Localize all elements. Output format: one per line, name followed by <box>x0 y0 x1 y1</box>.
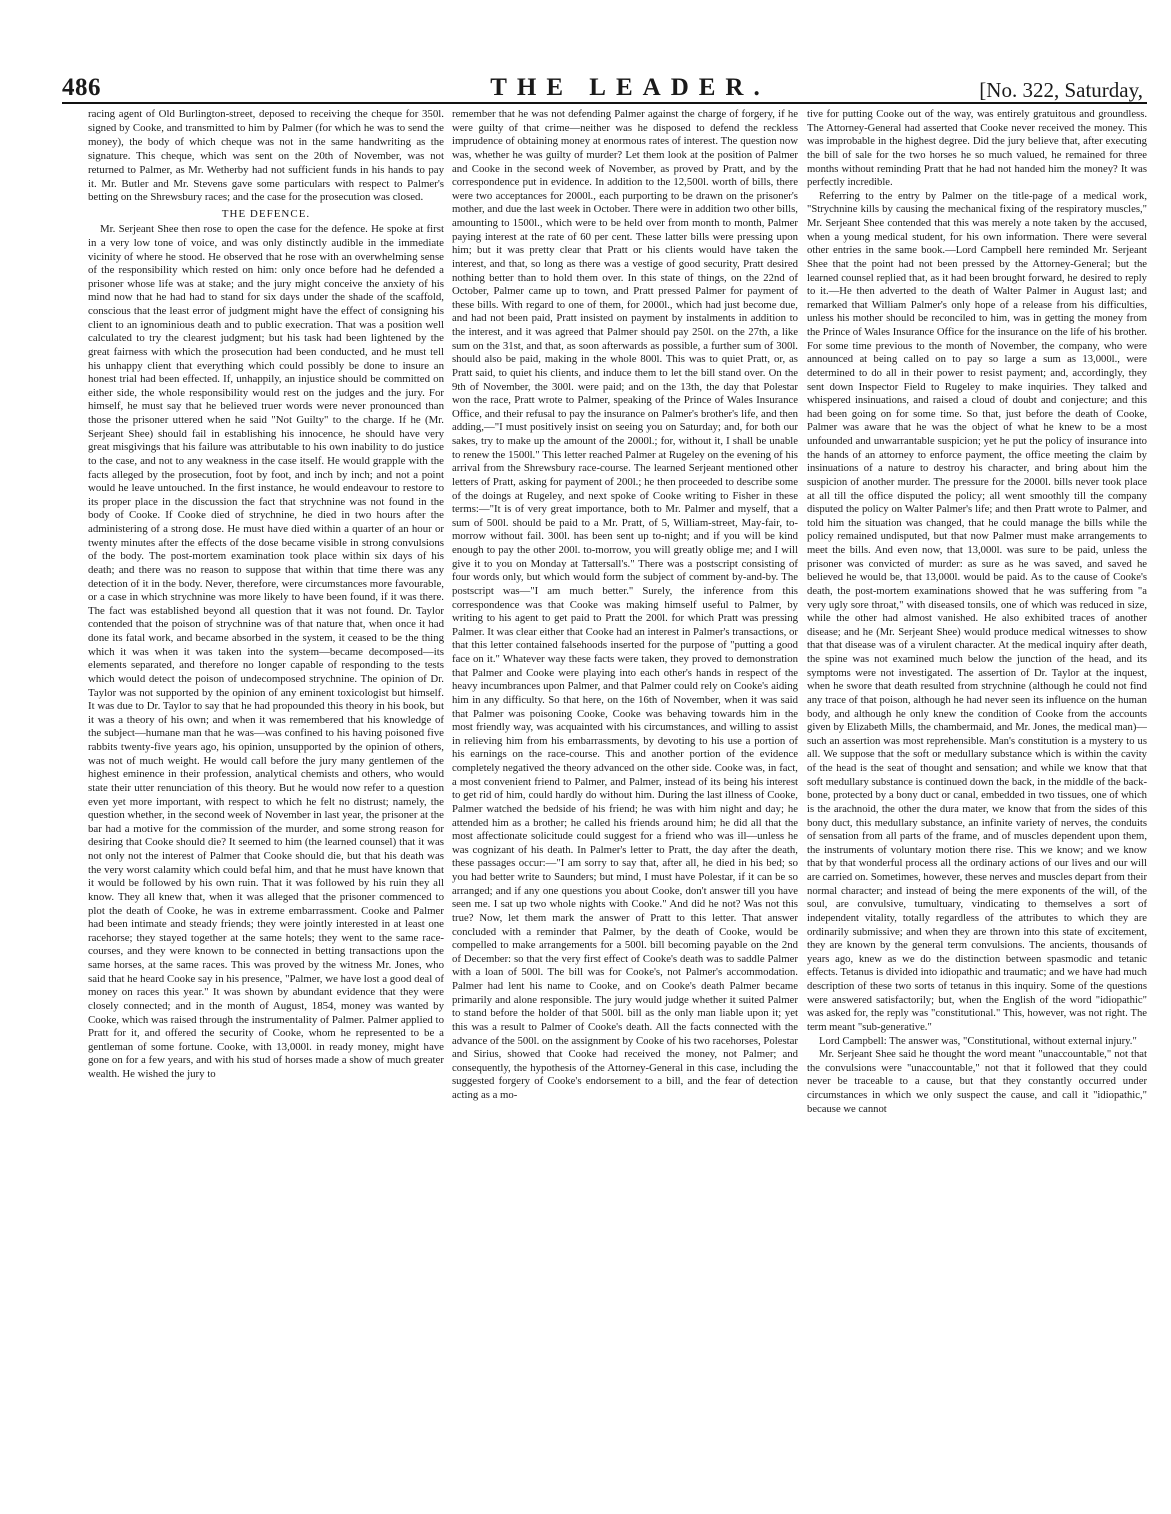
medical-evidence-paragraph: Referring to the entry by Palmer on the title-page of a medical work, "Strychnine kills by causing the mechanical fixing of the respiratory muscles," Mr. Serjeant Shee contended that this was merely a note taken by the accused, when a young medical student, for his own information. There were several other entries in the same book.—Lord Campbell here reminded Mr. Serjeant Shee that the point had not been pressed by the Attorney-General; but the learned counsel replied that, as it had been brought forward, he desired to reply to it.—He then adverted to the death of Walter Palmer in August last; and remarked that William Palmer's only hope of a release from his difficulties, unless his mother should be reconciled to him, was in getting the money from the Prince of Wales Insurance Office for the insurance on the life of his brother. For some time previous to the month of November, the company, who were announced at being called on to pay so large a sum as 13,000l., were determined to do all in their power to resist payment; and, accordingly, they sent down Inspector Field to Rugeley to make inquiries. They talked and whispered insinuations, and raised a cloud of doubt and conjecture; and this had been going on for some time. So that, just before the death of Cooke, Palmer was aware that he was the object of what he knew to be a most unfounded and unwarrantable suspicion; yet he put the policy of insurance into the hands of an attorney to enforce payment, the office meeting the claim by insinuations of a nature to destroy his character, and bring about him the suspicion of another murder. The pressure for the 2000l. bills never took place at all till the office disputed the policy; all went smoothly till the company disputed the policy on Walter Palmer's life; and then Pratt wrote to Palmer, and told him the situation was changed, that he could manage the bills while the policy remained undisputed, but that now Palmer must make arrangements to meet the bills. And even now, that 13,000l. was sure to be paid, unless the prisoner was convicted of murder: as sure as he was saved, and saved he believed he would be, that 13,000l. would be paid. As to the cause of Cooke's death, the post-mortem examinations showed that he was suffering from "a very ugly sore throat," with diseased tonsils, one of which was reduced in size, while the other had almost vanished. He also exhibited traces of another disease; and he (Mr. Serjeant Shee) would produce medical witnesses to show that that disease was of a virulent character. At the medical inquiry after death, the spine was not examined much below the junction of the head, and its symptoms were not investigated. The assertion of Dr. Taylor at the inquest, when he swore that death resulted from strychnine (although he could not find any trace of that poison, although he had never seen its influence on the human body, and although he only knew the condition of Cooke from the accounts given by Elizabeth Mills, the chambermaid, and Mr. Jones, the medical man)—such an assertion was most reprehensible. Man's constitution is a mystery to us all. We suppose that the soft or medullary substance which is within the cavity of the head is the seat of thought and sensation; and while we know that that soft medullary substance is continued down the back, in the middle of the back-bone, protected by a bony duct or canal, embedded in two tissues, one of which is the arachnoid, the other the dura mater, we know that from the sides of this bony duct, this medullary substance, an infinite variety of nerves, the conduits of sensation from all parts of the frame, and of muscles dependent upon them, the instruments of voluntary motion there rise. This we know; and we know that by that wonderful process all the ordinary actions of our lives and our will are carried on. Sometimes, however, these nerves and muscles depart from their normal character; and instead of being the mere exponents of the will, of the soul, are convulsive, tumultuary, vindicating to themselves a sort of independent vitality, totally regardless of the attributes to which they are ordinarily submissive; and when they are thrown into this state of excitement, they are known by the general term convulsions. The ancients, thousands of years ago, knew as we do the distinction between spasmodic and tetanic effects. Tetanus is divided into idiopathic and traumatic; and we have had much description of these two sorts of tetanus in this inquiry. Some of the questions were answered satisfactorily; but, when the English of the word "idiopathic" was asked for, the reply was "constitutional." This, however, was not right. The term meant "sub-generative." <box>807 190 1147 1033</box>
lord-campbell-remark: Lord Campbell: The answer was, "Constitutional, without external injury." <box>819 1035 1137 1047</box>
masthead <box>0 70 1171 106</box>
page-number: 486 <box>62 74 101 101</box>
column-1 <box>88 108 444 1506</box>
idiopathic-paragraph: Mr. Serjeant Shee said he thought the word meant "unaccountable," not that the convulsions were "unaccountable," not that it followed that they could never be traceable to a cause, but that they constantly occurred under circumstances in which we only suspect the cause, and call it "idiopathic," because we cannot <box>807 1049 1147 1115</box>
motive-paragraph: tive for putting Cooke out of the way, was entirely gratuitous and groundless. The Attorney-General had asserted that Cooke never received the money. This was improbable in the highest degree. Did the jury believe that, after executing the bill of sale for the two horses he so much valued, he remained for three months without reminding Pratt that he had not handed him the money? It was perfectly incredible. <box>807 109 1147 189</box>
issue-info: [No. 322, Saturday, <box>979 78 1143 102</box>
header-rule <box>62 102 1147 104</box>
prosecution-close-paragraph: racing agent of Old Burlington-street, deposed to receiving the cheque for 350l. signed by Cooke, and transmitted to him by Palmer (for which he was to send the money), the body of which cheque was not in the same handwriting as the signature. This cheque, which was sent on the 20th of November, was not returned to Palmer, as Mr. Wetherby had not sufficient funds in his hands to pay it. Mr. Butler and Mr. Stevens gave some particulars with respect to Palmer's betting on the Shrewsbury races; and the case for the prosecution was closed. <box>88 108 444 204</box>
section-heading-defence: THE DEFENCE. <box>221 208 311 221</box>
defence-continued-paragraph: remember that he was not defending Palmer against the charge of forgery, if he were guilty of that crime—neither was he disposed to defend the reckless imprudence of obtaining money at enormous rates of interest. The question now was, whether he was guilty of murder? Let them look at the position of Palmer and Cooke in the second week of November, as proved by Pratt, and by the correspondence put in evidence. In addition to the 12,500l. worth of bills, there were two acceptances for 2000l., each purporting to be drawn on the prisoner's mother, and due the last week in October. There were in addition two other bills, amounting to 1500l., which were to be held over from month to month, Palmer paying interest at the rate of 60 per cent. These latter bills were pressing upon him; but it was pretty clear that Pratt or his clients would have taken the interest, and that, so long as there was a vestige of good security, Pratt desired nothing better than to hold them over. In this state of things, on the 22nd of October, Palmer came up to town, and Pratt pressed Palmer for payment of these bills. With regard to one of them, for 2000l., which had just become due, and had not been paid, Pratt insisted on payment by instalments in addition to the interest, and it was agreed that Palmer should pay 250l. on the 27th, a like sum on the 31st, and that, as soon afterwards as possible, a further sum of 300l. should also be paid, making in the whole 800l. This was to quiet Pratt, or, as Pratt said, to quiet his clients, and induce them to let the bill stand over. On the 9th of November, the 300l. were paid; and on the 13th, the day that Polestar won the race, Pratt wrote to Palmer, speaking of the Prince of Wales Insurance Office, and their refusal to pay the insurance on Palmer's brother's life, and then adding,—"I must positively insist on seeing you on Saturday; and, for both our sakes, try to make up the amount of the 2000l.; for, without it, I shall be unable to renew the 1500l." This letter reached Palmer at Rugeley on the evening of his arrival from the Shrewsbury race-course. The learned Serjeant mentioned other letters of Pratt, asking for payment of 200l.; he then proceeded to describe some of the doings at Rugeley, and next spoke of Cooke writing to Fisher in these terms:—"It is of very great importance, both to Mr. Palmer and myself, that a sum of 500l. should be paid to a Mr. Pratt, of 5, William-street, May-fair, to-morrow without fail. 300l. has been sent up to-night; and if you will be kind enough to pay the other 200l. to-morrow, you will greatly oblige me; and I will give it to you on Monday at Tattersall's." There was a postscript consisting of four words only, but which would form the subject of comment by-and-by. The postscript was—"I am much better." Surely, the inference from this correspondence was that Cooke was making himself useful to Palmer, by writing to his agent to get paid to Pratt the 200l. for which Pratt was pressing Palmer. It was clear either that Cooke had an interest in Palmer's transactions, or that this letter contained falsehoods inserted for the purpose of "putting a good face on it." Whatever way these facts were taken, they proved to demonstration that Palmer and Cooke were playing into each other's hands in respect of the heavy incumbrances upon Palmer, and that Palmer could rely on Cooke's aiding him in any difficulty. So that here, on the 16th of November, when it was said that Palmer was poisoning Cooke, Cooke was behaving towards him in the most friendly way, was acquainted with his circumstances, and willing to assist in relieving him from his embarrassments, by devoting to his use a portion of his earnings on the race-course. This and another portion of the evidence completely negatived the theory advanced on the other side. Cooke was, in fact, a most convenient friend to Palmer, and Palmer, instead of its being his interest to get rid of him, could hardly do without him. During the last illness of Cooke, Palmer watched the bedside of his friend; he was with him night and day; he attended him as a brother; he called his friends around him; he did all that the most affectionate solicitude could suggest for a friend who was ill—unless he was cognizant of his death. In Palmer's letter to Pratt, the day after the death, these passages occur:—"I am sorry to say that, after all, he died in his bed; so you had better write to Saunders; but mind, I must have Polestar, if it can be so arranged; and if any one questions you about Cooke, don't answer till you have seen me. I sat up two whole nights with Cooke." And did he not? Was not this true? Now, let them mark the answer of Pratt to this letter. That answer concluded with a reminder that Palmer, by the death of Cooke, would be compelled to make arrangements for a 500l. bill becoming payable on the 2nd of December: so that the very first effect of Cooke's death was to saddle Palmer with a loan of 500l. The bill was for Cooke's, not Palmer's accommodation. Palmer had lent his name to Cooke, and on Cooke's death Palmer became primarily and alone responsible. The jury would judge whether it suited Palmer to stand before the holder of that 500l. bill as the only man liable upon it; yet this was a result to Palmer of Cooke's death. All the facts connected with the advance of the 500l. on the assignment by Cooke of his two racehorses, Polestar and Sirius, showed that Cooke had received the money, not Palmer; and consequently, the hypothesis of the Attorney-General in this case, including the suggested forgery of Cooke's endorsement to a bill, and the fear of detection acting as a mo- <box>452 108 798 1101</box>
column-3 <box>807 108 1147 1506</box>
column-2 <box>452 108 798 1506</box>
defence-opening-paragraph: Mr. Serjeant Shee then rose to open the case for the defence. He spoke at first in a very low tone of voice, and was only distinctly audible in the immediate vicinity of where he stood. He observed that he rose with an overwhelming sense of the responsibility which rested on him: only once before had he defended a prisoner whose life was at stake; and the jury might conceive the anxiety of his mind now that he had had to stand for six days under the shade of the scaffold, conscious that the least error of judgment might have the effect of consigning his client to an ignominious death and to public execration. That was a position well calculated to try the clearest judgment; but his task had been lightened by the great fairness with which the prosecution had been conducted, and he must tell his unhappy client that everything which could possibly be done to insure an honest trial had been effected. If, unhappily, an injustice should be committed on either side, the whole responsibility would rest on the judges and the jury. For himself, he must say that he believed truer words were never pronounced than those the prisoner uttered when he said "Not Guilty" to the charge. If he (Mr. Serjeant Shee) should fail in establishing his innocence, he should have very great misgivings that his failure was attributable to his own inability to do justice to the case, and not to any weakness in the case itself. He would grapple with the facts alleged by the prosecution, foot by foot, and inch by inch; and not a point would he leave untouched. In the first instance, he would endeavour to restore to its proper place in the discussion the fact that strychnine was not found in the body of Cooke. If Cooke died of strychnine, he died in two hours after the administering of a strong dose. He must have died within a quarter of an hour or twenty minutes after the effects of the dose became visible in strong convulsions of the body. The post-mortem examination took place within six days of his death; and there was no reason to suppose that within that time there was any detection of it in the body. Never, therefore, were circumstances more favourable, or a case in which strychnine was more likely to have been found, if it was there. The fact was established beyond all question that it was not found. Dr. Taylor contended that the poison of strychnine was of that nature that, when once it had done its fatal work, and became absorbed in the system, it ceased to be the thing which it was when it was taken into the system—became decomposed—its elements separated, and therefore no longer capable of responding to the tests which would detect the poison of undecomposed strychnine. The opinion of Dr. Taylor was not supported by the opinion of any eminent toxicologist but himself. It was due to Dr. Taylor to say that he had propounded this theory in his book, but it was a theory of his own; and when it was remembered that his knowledge of the subject—humane man that he was—was confined to his having poisoned five rabbits twenty-five years ago, his opinion, unsupported by the opinion of others, was not of much weight. He would call before the jury many gentlemen of the highest eminence in their profession, analytical chemists and others, who would state their utter renunciation of this theory. But he would now refer to a question even yet more important, with respect to which he felt no distrust; namely, the question whether, in the second week of November in last year, the prisoner at the bar had a motive for the commission of the murder, and some strong reason for desiring that Cooke should die? It seemed to him (the learned counsel) that it was not only not the interest of Palmer that Cooke should die, but that his death was the very worst calamity which could befal him, and that he must have known that it would be followed by his own ruin. That it was followed by his ruin they all know. They all knew that, when it was alleged that the prisoner commenced to plot the death of Cooke, he was in extreme embarrassment. Cooke and Palmer had been intimate and steady friends; they were jointly interested in at least one racehorse; they stayed together at the same hotels; they went to the same race-courses, and they were known to be connected in betting transactions upon the same horses, at the same races. This was proved by the witness Mr. Jones, who said that he heard Cooke say in his presence, "Palmer, we have lost a good deal of money on races this year." It was shown by abundant evidence that they were closely connected; and in the month of August, 1854, money was wanted by Cooke, which was raised through the instrumentality of Palmer. Palmer applied to Pratt for it, and offered the security of Cooke, whom he represented to be a gentleman of some fortune. Cooke, with 13,000l. in ready money, might have gone on for a few years, and with his stud of horses made a show of much greater wealth. He wished the jury to <box>88 223 444 1081</box>
newspaper-title: THE LEADER. <box>490 74 770 101</box>
